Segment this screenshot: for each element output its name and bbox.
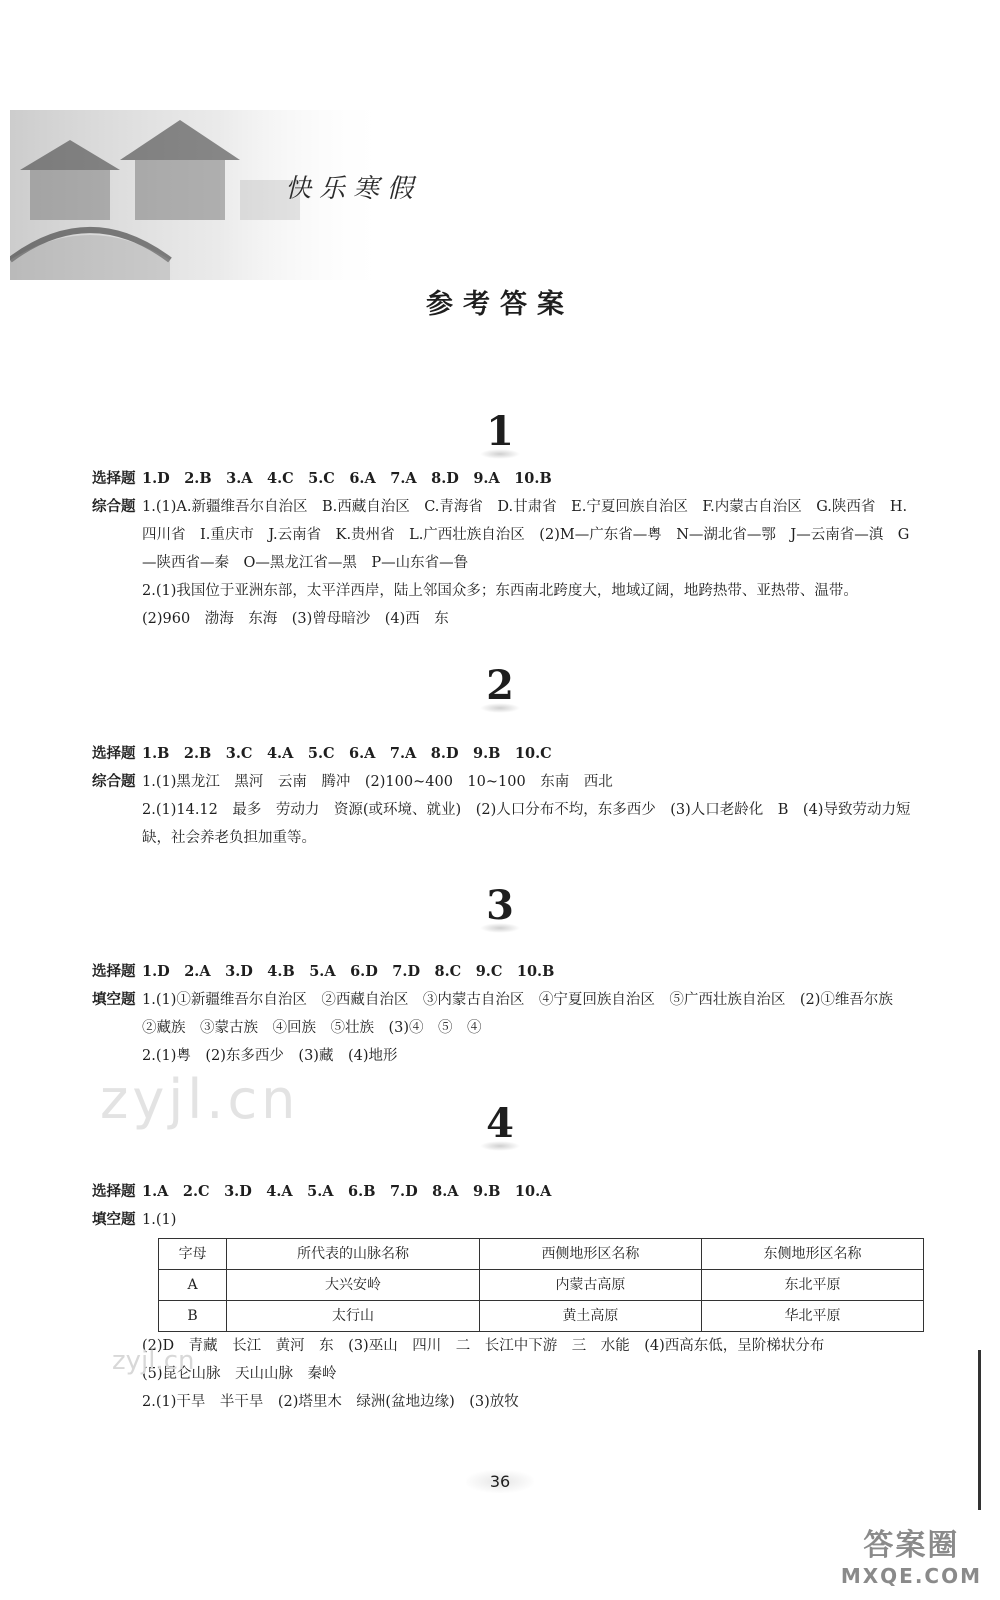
page-number-text: 36 <box>466 1470 534 1493</box>
section-number <box>0 882 1000 933</box>
answer-text: 2.(1)我国位于亚洲东部，太平洋西岸，陆上邻国众多；东西南北跨度大，地域辽阔，地跨热带、亚热带、温带。 <box>142 583 858 599</box>
table-cell: A <box>159 1270 227 1301</box>
question-type-label: 选择题 <box>92 745 136 762</box>
section-number-text: 1 <box>486 408 514 455</box>
watermark: zyjl.cn <box>100 1068 300 1131</box>
table-header-cell: 所代表的山脉名称 <box>227 1239 480 1270</box>
answer-text: 1.(1)①新疆维吾尔自治区 ②西藏自治区 ③内蒙古自治区 ④宁夏回族自治区 ⑤广西壮族自治区 (2)①维吾尔族 ②藏族 ③蒙古族 ④回族 ⑤壮族 (3)④ ⑤ ④ <box>142 992 908 1036</box>
choice-row <box>92 1178 912 1206</box>
answer-text: 1.(1)A.新疆维吾尔自治区 B.西藏自治区 C.青海省 D.甘肃省 E.宁夏回族自治区 F.内蒙古自治区 G.陕西省 H.四川省 I.重庆市 J.云南省 K.贵州省 L.广西壮族自治区 (2)M—广东省—粤 N—湖北省—鄂 J—云南省—滇 G—陕西省—秦 O—黑龙江省—黑 P—山东省—鲁 <box>142 499 910 571</box>
table-cell: 东北平原 <box>701 1270 923 1301</box>
answer-text: 1.(1)黑龙江 黑河 云南 腾冲 (2)100~400 10~100 东南 西北 <box>142 774 613 790</box>
choice-answers: 1.A 2.C 3.D 4.A 5.A 6.B 7.D 8.A 9.B 10.A <box>142 1183 552 1200</box>
fill-in-row <box>92 1206 912 1234</box>
answer-text: 2.(1)14.12 最多 劳动力 资源(或环境、就业) (2)人口分布不均，东多西少 (3)人口老龄化 B (4)导致劳动力短缺，社会养老负担加重等。 <box>142 802 911 846</box>
choice-row <box>92 465 912 493</box>
section-2-answers <box>92 740 912 852</box>
answer-text: 2.(1)粤 (2)东多西少 (3)藏 (4)地形 <box>142 1048 398 1064</box>
choice-row <box>92 740 912 768</box>
answer-text: (5)昆仑山脉 天山山脉 秦岭 <box>142 1366 337 1382</box>
section-number <box>0 662 1000 713</box>
table-cell: 黄土高原 <box>479 1301 701 1332</box>
section-number-text: 2 <box>486 662 514 709</box>
question-type-label: 选择题 <box>92 963 136 980</box>
page-title: 参考答案 <box>426 289 574 320</box>
answer-table <box>158 1238 924 1332</box>
table-row <box>159 1301 924 1332</box>
table-header-cell: 西侧地形区名称 <box>479 1239 701 1270</box>
choice-answers: 1.D 2.A 3.D 4.B 5.A 6.D 7.D 8.C 9.C 10.B <box>142 963 555 980</box>
fill-in-row <box>92 986 912 1042</box>
table-cell: 大兴安岭 <box>227 1270 480 1301</box>
table-cell: B <box>159 1301 227 1332</box>
section-1-answers <box>92 465 912 633</box>
question-type-label: 填空题 <box>92 1211 136 1228</box>
watermark-small: zyjl.cn <box>112 1346 195 1376</box>
table-header-cell: 字母 <box>159 1239 227 1270</box>
comprehensive-row <box>92 768 912 796</box>
section-number <box>0 408 1000 459</box>
section-3-answers <box>92 958 912 1070</box>
table-cell: 太行山 <box>227 1301 480 1332</box>
answer-text: (2)960 渤海 东海 (3)曾母暗沙 (4)西 东 <box>142 611 449 627</box>
corner-logo <box>841 1520 982 1588</box>
choice-answers: 1.B 2.B 3.C 4.A 5.C 6.A 7.A 8.D 9.B 10.C <box>142 745 552 762</box>
table-row <box>159 1270 924 1301</box>
question-type-label: 选择题 <box>92 470 136 487</box>
header-title: 快乐寒假 <box>285 174 422 204</box>
question-type-label: 综合题 <box>92 498 136 515</box>
comprehensive-row <box>92 493 912 577</box>
question-type-label: 综合题 <box>92 773 136 790</box>
section-number-text: 4 <box>486 1100 514 1147</box>
choice-row <box>92 958 912 986</box>
choice-answers: 1.D 2.B 3.A 4.C 5.C 6.A 7.A 8.D 9.A 10.B <box>142 470 552 487</box>
answer-text: (2)D 青藏 长江 黄河 东 (3)巫山 四川 二 长江中下游 三 水能 (4)西高东低，呈阶梯状分布 <box>142 1338 825 1354</box>
section-number-text: 3 <box>486 882 514 929</box>
table-header-cell: 东侧地形区名称 <box>701 1239 923 1270</box>
page-number <box>0 1470 1000 1493</box>
section-4-answers <box>92 1178 912 1416</box>
table-header-row <box>159 1239 924 1270</box>
section-number <box>0 1100 1000 1151</box>
logo-url: MXQE.COM <box>840 1564 982 1588</box>
question-type-label: 选择题 <box>92 1183 136 1200</box>
question-type-label: 填空题 <box>92 991 136 1008</box>
table-cell: 华北平原 <box>701 1301 923 1332</box>
answer-text: 2.(1)干旱 半干旱 (2)塔里木 绿洲(盆地边缘) (3)放牧 <box>142 1394 519 1410</box>
table-cell: 内蒙古高原 <box>479 1270 701 1301</box>
answer-text: 1.(1) <box>142 1212 177 1228</box>
logo-text: 答案圈 <box>863 1528 960 1563</box>
